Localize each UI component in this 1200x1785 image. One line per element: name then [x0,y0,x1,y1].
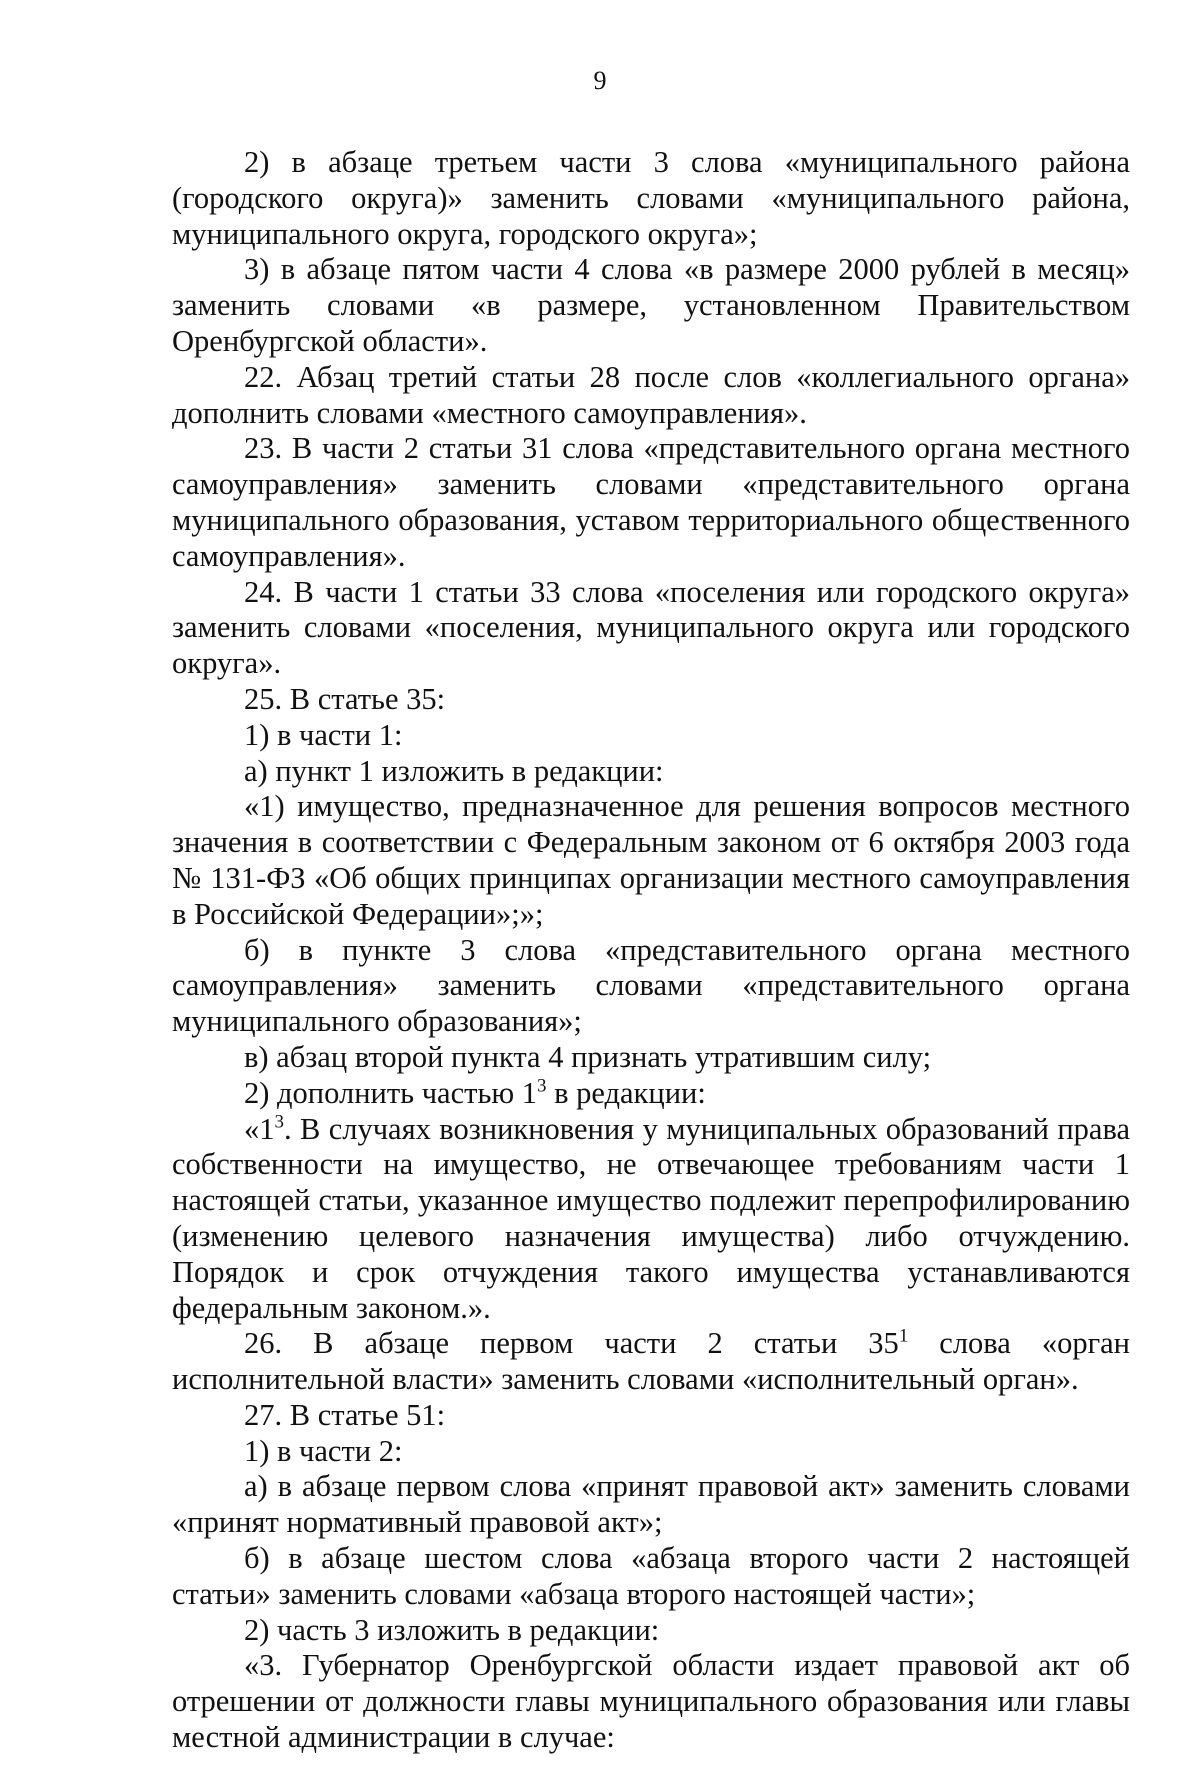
paragraph: 2) часть 3 изложить в редакции: [244,1612,660,1647]
page-number: 9 [593,66,607,95]
paragraph: 2) в абзаце третьем части 3 слова «муниципального района (городского округа)» заменить словами «муниципального района, муниципального округа, городского округа»; [172,145,1130,251]
paragraph: а) в абзаце первом слова «принят правовой акт» заменить словами «принят нормативный правовой акт»; [172,1469,1130,1540]
paragraph-text: слова «орган исполнительной власти» заменить словами «исполнительный орган». [172,1326,1130,1397]
superscript: 1 [898,1325,909,1347]
paragraph: 3) в абзаце пятом части 4 слова «в размере 2000 рублей в месяц» заменить словами «в размере, установленном Правительством Оренбургской области». [172,252,1130,358]
paragraph: б) в пункте 3 слова «представительного органа местного самоуправления» заменить словами «представительного органа муниципального образования»; [172,932,1130,1039]
paragraph: 22. Абзац третий статьи 28 после слов «коллегиального органа» дополнить словами «местного самоуправления». [172,359,1130,430]
paragraph: б) в абзаце шестом слова «абзаца второго части 2 настоящей статьи» заменить словами «абзаца второго настоящей части»; [172,1541,1130,1611]
paragraph-text: 26. В абзаце первом части 2 статьи 35 [244,1326,899,1361]
paragraph: «3. Губернатор Оренбургской области издает правовой акт об отрешении от должности главы муниципального образования или главы местной администрации в случае: [172,1648,1130,1755]
paragraph: 1) в части 1: [244,717,403,752]
paragraph: 24. В части 1 статьи 33 слова «поселения или городского округа» заменить словами «поселения, муниципального округа или городского округа». [172,574,1130,681]
paragraph: 27. В статье 51: [244,1397,446,1432]
document-body [172,145,1130,1756]
paragraph-text: 2) дополнить частью 1 [244,1075,538,1110]
paragraph: а) пункт 1 изложить в редакции: [244,753,664,788]
superscript: 3 [537,1075,547,1096]
paragraph: «1) имущество, предназначенное для решения вопросов местного значения в соответствии с Федеральным законом от 6 октября 2003 года № 131-ФЗ «Об общих принципах организации местного самоуправления в Российской Федерации»;»; [172,789,1130,931]
paragraph-text: . В случаях возникновения у муниципальных образований права собственности на имущество, не отвечающее требованиям части 1 настоящей статьи, указанное имущество подлежит перепрофилированию (изменению целевого назначения имущества) либо отчуждению. Порядок и срок отчуждения такого имущества устанавливаются федеральным законом.». [172,1111,1130,1325]
paragraph: 1) в части 2: [244,1433,403,1468]
paragraph-text: «1 [244,1111,275,1146]
paragraph [172,1076,1130,1112]
superscript: 3 [274,1110,284,1132]
paragraph [172,1112,1130,1327]
paragraph: 25. В статье 35: [244,681,446,716]
paragraph-text: в редакции: [546,1075,706,1110]
paragraph [172,1326,1130,1398]
paragraph: в) абзац второй пункта 4 признать утратившим силу; [244,1039,932,1074]
paragraph: 23. В части 2 статьи 31 слова «представительного органа местного самоуправления» заменить словами «представительного органа муниципального образования, уставом территориального общественного самоуправления». [172,431,1130,573]
